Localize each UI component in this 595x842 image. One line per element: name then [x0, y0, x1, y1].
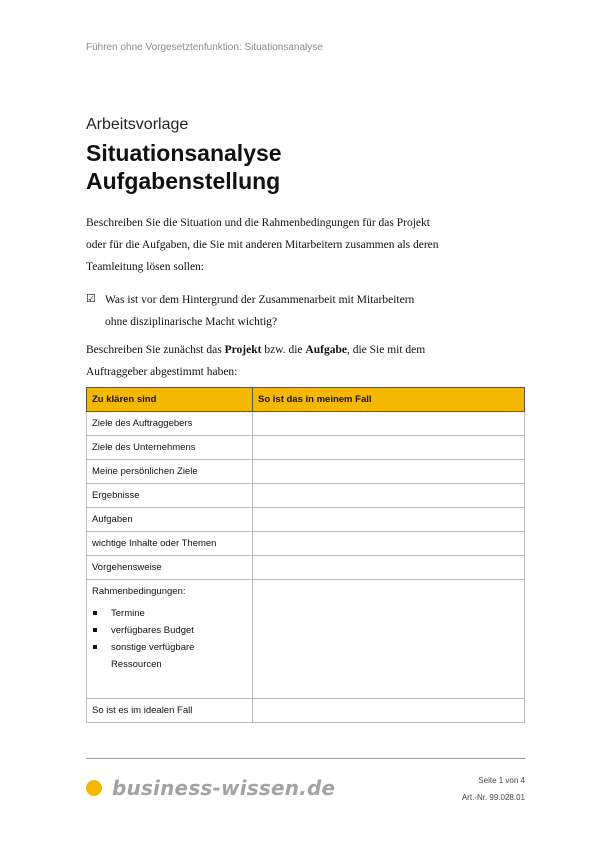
footer-logo [86, 776, 335, 800]
document-title [86, 139, 282, 195]
conditions-list [92, 605, 252, 673]
answer-cell[interactable] [253, 436, 525, 460]
answer-cell[interactable] [253, 412, 525, 436]
logo-text: business-wissen.de [112, 776, 336, 800]
title-line-1: Situationsanalyse [86, 140, 282, 166]
analysis-table [86, 387, 525, 723]
row-label: Ergebnisse [87, 484, 253, 508]
table-row [87, 699, 525, 723]
table-row [87, 556, 525, 580]
footer-meta [462, 772, 525, 806]
checkbox-checked-icon: ☑ [86, 292, 96, 305]
answer-cell[interactable] [253, 556, 525, 580]
intro-line-2: oder für die Aufgaben, die Sie mit anderen Mitarbeitern zusammen als deren [86, 239, 439, 251]
check-line-1: Was ist vor dem Hintergrund der Zusammenarbeit mit Mitarbeitern [105, 294, 415, 306]
lead-line-1 [86, 339, 526, 361]
lead-suffix: , die Sie mit dem [346, 344, 426, 356]
table-row [87, 484, 525, 508]
document-kicker: Arbeitsvorlage [86, 116, 189, 133]
row-label: So ist es im idealen Fall [87, 699, 253, 723]
footer-divider [86, 758, 525, 759]
row-label: Ziele des Auftraggebers [87, 412, 253, 436]
row-label: Meine persönlichen Ziele [87, 460, 253, 484]
lead-paragraph [86, 339, 526, 383]
table-row [87, 532, 525, 556]
table-row [87, 436, 525, 460]
table-row [87, 508, 525, 532]
running-header: Führen ohne Vorgesetztenfunktion: Situationsanalyse [86, 42, 323, 53]
answer-cell[interactable] [253, 484, 525, 508]
answer-cell[interactable] [253, 508, 525, 532]
list-item-continuation [92, 656, 252, 673]
table-row [87, 412, 525, 436]
intro-line-3: Teamleitung lösen sollen: [86, 261, 205, 273]
answer-cell[interactable] [253, 460, 525, 484]
check-line-2: ohne disziplinarische Macht wichtig? [105, 316, 278, 328]
intro-line-1: Beschreiben Sie die Situation und die Rahmenbedingungen für das Projekt [86, 217, 430, 229]
table-row-conditions [87, 580, 525, 699]
answer-cell[interactable] [253, 532, 525, 556]
list-item: Termine [92, 605, 252, 622]
conditions-label: Rahmenbedingungen: [92, 586, 186, 597]
lead-bold-project: Projekt [224, 344, 262, 356]
conditions-cell [87, 580, 253, 699]
article-number: Art.-Nr. 99.028.01 [461, 793, 525, 802]
checklist-item [86, 289, 465, 333]
list-item-continuation-text: Ressourcen [111, 659, 162, 670]
list-item: sonstige verfügbare [92, 639, 252, 656]
table-header-row [87, 388, 525, 412]
lead-mid: bzw. die [261, 344, 306, 356]
lead-bold-task: Aufgabe [305, 344, 347, 356]
answer-cell[interactable] [253, 580, 525, 699]
page-number: Seite 1 von 4 [478, 776, 525, 785]
column-header-topics: Zu klären sind [87, 388, 253, 412]
answer-cell[interactable] [253, 699, 525, 723]
row-label: Ziele des Unternehmens [87, 436, 253, 460]
title-line-2: Aufgabenstellung [86, 168, 281, 194]
lead-prefix: Beschreiben Sie zunächst das [86, 344, 225, 356]
lead-line-2: Auftraggeber abgestimmt haben: [86, 366, 238, 378]
column-header-my-case: So ist das in meinem Fall [253, 388, 525, 412]
table-row [87, 460, 525, 484]
row-label: Vorgehensweise [87, 556, 253, 580]
row-label: wichtige Inhalte oder Themen [87, 532, 253, 556]
intro-paragraph [86, 212, 526, 278]
list-item: verfügbares Budget [92, 622, 252, 639]
row-label: Aufgaben [87, 508, 253, 532]
logo-dot-icon [86, 780, 102, 796]
